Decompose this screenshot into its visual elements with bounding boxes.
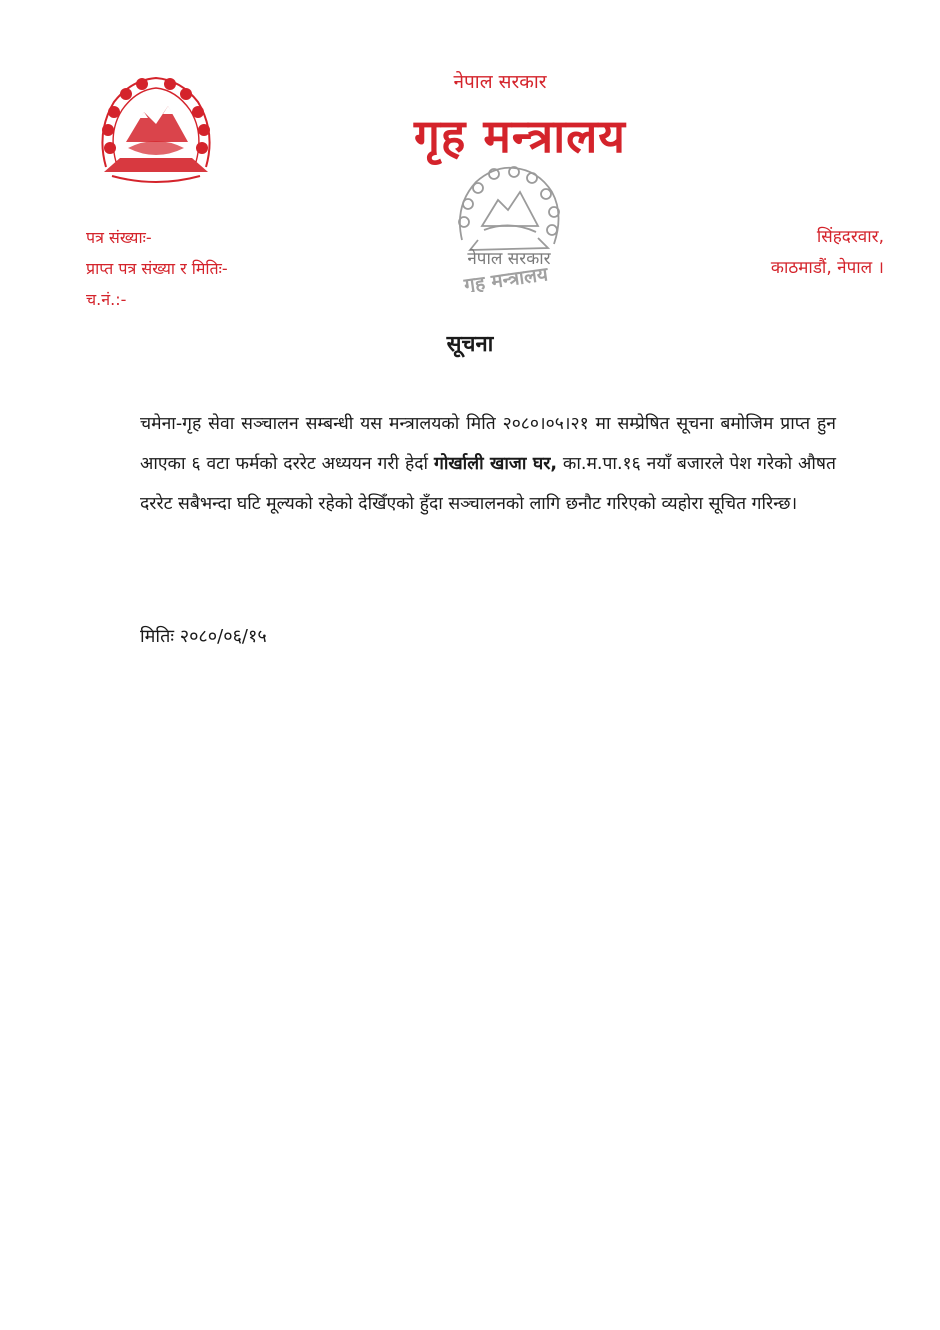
nepal-coat-of-arms-icon <box>86 72 226 192</box>
letter-number-label: पत्र संख्याः- <box>86 228 152 247</box>
dispatch-number-label: च.नं.:- <box>86 290 127 309</box>
body-rest: का.म.पा.१६ नयाँ बजारले पेश गरेको औषत दररेट सबैभन्दा घटि मूल्यको रहेको देखिँएको हुँदा सञ्चालनको लागि छनौट गरिएको व्यहोरा सूचित गरिन्छ। <box>140 454 837 514</box>
address-place: सिंहदरवार, <box>816 227 884 247</box>
stamp-text-ministry: गृह मन्त्रालय <box>462 263 550 292</box>
stamp-text-government: नेपाल सरकार <box>467 249 551 269</box>
notice-date: मितिः २०८०/०६/१५ <box>140 626 267 647</box>
received-letter-label: प्राप्त पत्र संख्या र मितिः- <box>86 259 228 278</box>
address-block <box>644 222 884 284</box>
government-name: नेपाल सरकार <box>453 71 547 93</box>
body-intro: चमेना-गृह सेवा सञ्चालन सम्बन्धी यस मन्त्रालयको मिति २०८०।०५।२१ मा सम्प्रेषित सूचना बमोजिम प्राप्त हुन आएका ६ वटा फर्मको दररेट अध्ययन गरी हेर्दा <box>140 414 836 474</box>
ministry-seal-stamp-icon <box>434 160 584 292</box>
notice-title: सूचना <box>446 332 494 357</box>
ministry-name: गृह मन्त्रालय <box>414 109 626 163</box>
notice-body <box>140 404 836 524</box>
reference-block <box>86 222 346 315</box>
address-city: काठमाडौं, नेपाल । <box>770 258 884 278</box>
firm-name: गोर्खाली खाजा घर, <box>433 454 558 474</box>
